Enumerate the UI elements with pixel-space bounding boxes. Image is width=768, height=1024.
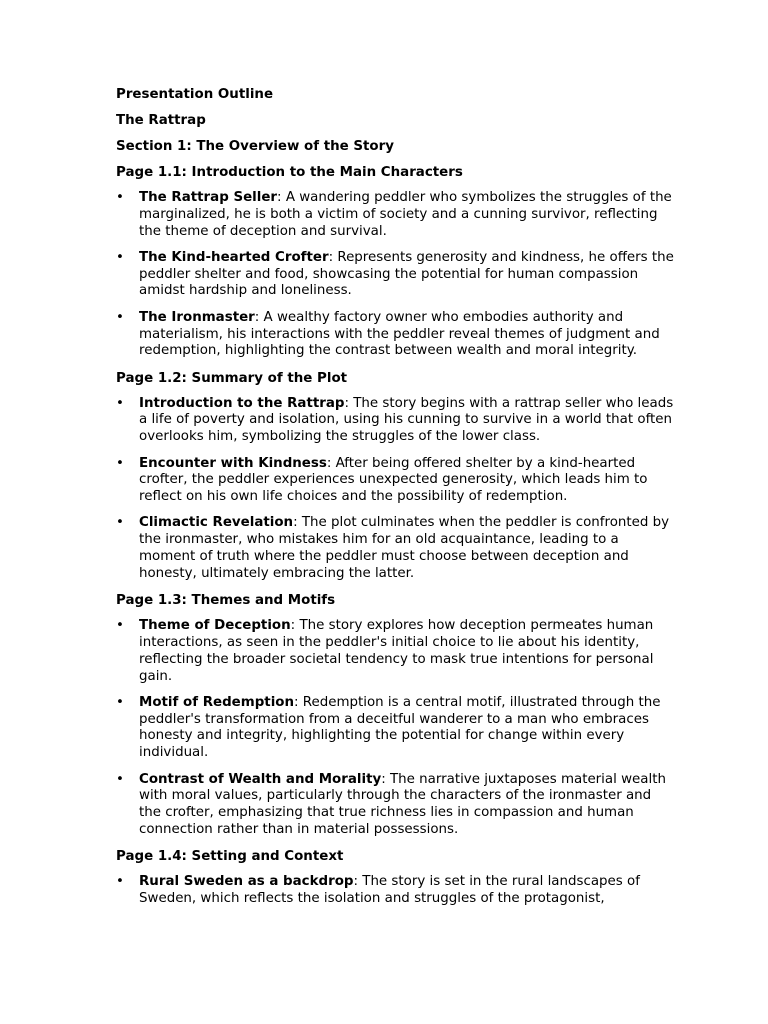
item-text: : The plot culminates when the peddler is confronted by the ironmaster, who mistakes him for an old acquaintance, leading to a moment of truth where the peddler must choose between deception and honesty, ultimately embracing the latter. [139, 515, 670, 581]
list-item [116, 456, 676, 506]
item-text: : The narrative juxtaposes material wealth with moral values, particularly through the characters of the ironmaster and the crofter, emphasizing that true richness lies in compassion and human connection rather than in material possessions. [139, 771, 666, 837]
list-item [116, 310, 676, 360]
item-term: Climactic Revelation [139, 515, 294, 531]
list-item [116, 874, 676, 908]
bullet-list [116, 190, 676, 360]
list-item [116, 772, 676, 839]
item-term: The Rattrap Seller [139, 190, 278, 205]
item-term: The Kind-hearted Crofter [139, 249, 329, 265]
item-term: Introduction to the Rattrap [139, 395, 345, 411]
item-term: Theme of Deception [139, 618, 291, 634]
item-text: : Represents generosity and kindness, he offers the peddler shelter and food, showcasing the potential for human compassion amidst hardship and loneliness. [139, 249, 674, 299]
page-heading-1-2: Page 1.2: Summary of the Plot [116, 370, 348, 386]
bullet-list [116, 874, 676, 908]
item-text: : The story explores how deception permeates human interactions, as seen in the peddler's initial choice to lie about his identity, reflecting the broader societal tendency to mask true intentions for personal gain. [139, 618, 654, 684]
list-item [116, 695, 676, 762]
list-item [116, 396, 676, 446]
item-text: : A wandering peddler who symbolizes the struggles of the marginalized, he is both a victim of society and a cunning survivor, reflecting the theme of deception and survival. [139, 190, 672, 239]
list-item [116, 190, 676, 240]
list-item [116, 618, 676, 685]
item-text: : After being offered shelter by a kind-hearted crofter, the peddler experiences unexpected generosity, which leads him to reflect on his own life choices and the possibility of redemption. [139, 455, 648, 505]
document-title: Presentation Outline [116, 87, 274, 102]
list-item [116, 515, 676, 582]
item-term: Encounter with Kindness [139, 455, 327, 471]
item-term: The Ironmaster [139, 309, 255, 325]
section-title: Section 1: The Overview of the Story [116, 139, 394, 154]
bullet-list [116, 396, 676, 583]
page-heading-1-3: Page 1.3: Themes and Motifs [116, 593, 336, 609]
item-text: : A wealthy factory owner who embodies authority and materialism, his interactions with the peddler reveal themes of judgment and redemption, highlighting the contrast between wealth and moral integrity. [139, 309, 660, 359]
document-page [116, 86, 676, 917]
item-term: Rural Sweden as a backdrop [139, 874, 354, 890]
story-title: The Rattrap [116, 113, 206, 128]
item-term: Motif of Redemption [139, 694, 295, 710]
page-heading-1-1: Page 1.1: Introduction to the Main Characters [116, 165, 463, 180]
item-text: : Redemption is a central motif, illustrated through the peddler's transformation from a deceitful wanderer to a man who embraces honesty and integrity, highlighting the potential for change within every individual. [139, 694, 661, 761]
item-term: Contrast of Wealth and Morality [139, 771, 382, 787]
item-text: : The story is set in the rural landscapes of Sweden, which reflects the isolation and struggles of the protagonist, [139, 874, 640, 906]
list-item [116, 250, 676, 300]
item-text: : The story begins with a rattrap seller who leads a life of poverty and isolation, using his cunning to survive in a world that often overlooks him, symbolizing the struggles of the lower class. [139, 395, 674, 445]
bullet-list [116, 618, 676, 839]
page-heading-1-4: Page 1.4: Setting and Context [116, 849, 344, 865]
